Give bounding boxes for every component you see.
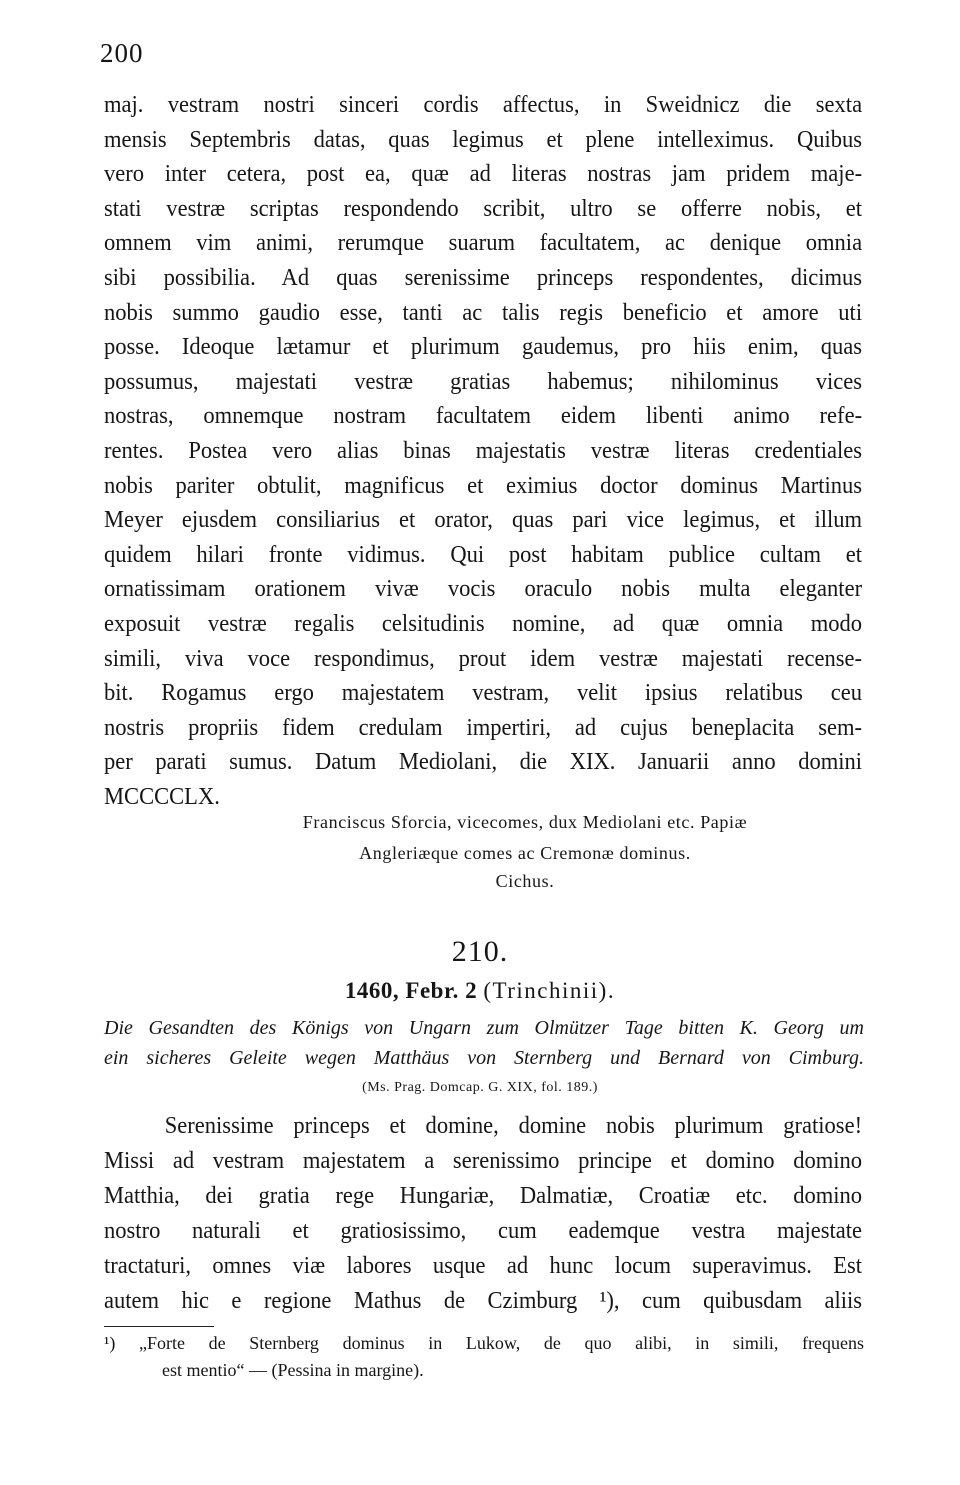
text-line: omnem vim animi, rerumque suarum facultatem, ac denique omnia [104, 229, 863, 257]
signature-line: Franciscus Sforcia, vicecomes, dux Mediolani etc. Papiæ [302, 812, 748, 832]
text-line: quidem hilari fronte vidimus. Qui post habitam publice cultam et [104, 540, 863, 568]
document-date [0, 978, 960, 1004]
text-line: rentes. Postea vero alias binas majestatis vestræ literas credentiales [104, 436, 863, 464]
text-line: nostras, omnemque nostram facultatem eidem libenti animo refe- [104, 402, 863, 430]
text-line: bit. Rogamus ergo majestatem vestram, velit ipsius relatibus ceu [104, 679, 863, 707]
text-line: maj. vestram nostri sinceri cordis affectus, in Sweidnicz die sexta [104, 91, 863, 118]
text-line: Matthia, dei gratia rege Hungariæ, Dalmatiæ, Croatiæ etc. domino [104, 1182, 863, 1209]
page-number: 200 [100, 38, 144, 68]
text-line: possumus, majestati vestræ gratias habemus; nihilominus vices [104, 367, 863, 395]
text-line: vero inter cetera, post ea, quæ ad literas nostras jam pridem maje- [104, 160, 863, 188]
text-line: MCCCCLX. [104, 782, 220, 810]
text-line: per parati sumus. Datum Mediolani, die XIX. Januarii anno domini [104, 748, 863, 776]
text-line: Serenissime princeps et domine, domine nobis plurimum gratiose! [164, 1112, 863, 1139]
text-line: tractaturi, omnes viæ labores usque ad hunc locum superavimus. Est [104, 1252, 863, 1279]
text-line: sibi possibilia. Ad quas serenissime princeps respondentes, dicimus [104, 263, 863, 291]
text-line: autem hic e regione Mathus de Czimburg ¹), cum quibusdam aliis [104, 1287, 863, 1314]
letter-body-2 [104, 1108, 862, 1318]
footnote [104, 1333, 864, 1354]
signature-line: Angleriæque comes ac Cremonæ dominus. [359, 843, 691, 863]
text-line: simili, viva voce respondimus, prout idem vestræ majestati recense- [104, 644, 863, 672]
letter-body [104, 88, 862, 814]
signature-secretary: Cichus. [495, 871, 555, 891]
document-number: 210. [451, 935, 509, 968]
text-line: posse. Ideoque lætamur et plurimum gaudemus, pro hiis enim, quas [104, 333, 863, 361]
text-line: ornatissimam orationem vivæ vocis oraculo nobis multa eleganter [104, 575, 863, 603]
text-line: nobis summo gaudio esse, tanti ac talis regis beneficio et amore uti [104, 298, 863, 326]
footnote-divider [104, 1326, 214, 1327]
footnote-continuation: est mentio“ — (Pessina in margine). [162, 1360, 424, 1380]
date-text: 1460, Febr. 2 [344, 978, 478, 1003]
place-text: (Trinchinii). [483, 978, 616, 1003]
text-line: stati vestræ scriptas respondendo scribit, ultro se offerre nobis, et [104, 194, 863, 222]
summary-line: ein sicheres Geleite wegen Matthäus von Sternberg und Bernard von Cimburg. [104, 1047, 864, 1069]
text-line: Missi ad vestram majestatem a serenissimo principe et domino domino [104, 1147, 863, 1174]
footnote-text: „Forte de Sternberg dominus in Lukow, de quo alibi, in simili, frequens [139, 1333, 864, 1353]
text-line: exposuit vestræ regalis celsitudinis nomine, ad quæ omnia modo [104, 609, 863, 637]
text-line: nobis pariter obtulit, magnificus et eximius doctor dominus Martinus [104, 471, 863, 499]
summary-line: Die Gesandten des Königs von Ungarn zum Olmützer Tage bitten K. Georg um [104, 1017, 864, 1039]
text-line: Meyer ejusdem consiliarius et orator, quas pari vice legimus, et illum [104, 506, 863, 534]
text-line: mensis Septembris datas, quas legimus et plene intelleximus. Quibus [104, 125, 863, 153]
text-line: nostris propriis fidem credulam impertiri, ad cujus beneplacita sem- [104, 713, 863, 741]
source-reference: (Ms. Prag. Domcap. G. XIX, fol. 189.) [362, 1080, 598, 1095]
text-line: nostro naturali et gratiosissimo, cum eademque vestra majestate [104, 1217, 863, 1244]
footnote-marker: ¹) [104, 1333, 116, 1353]
